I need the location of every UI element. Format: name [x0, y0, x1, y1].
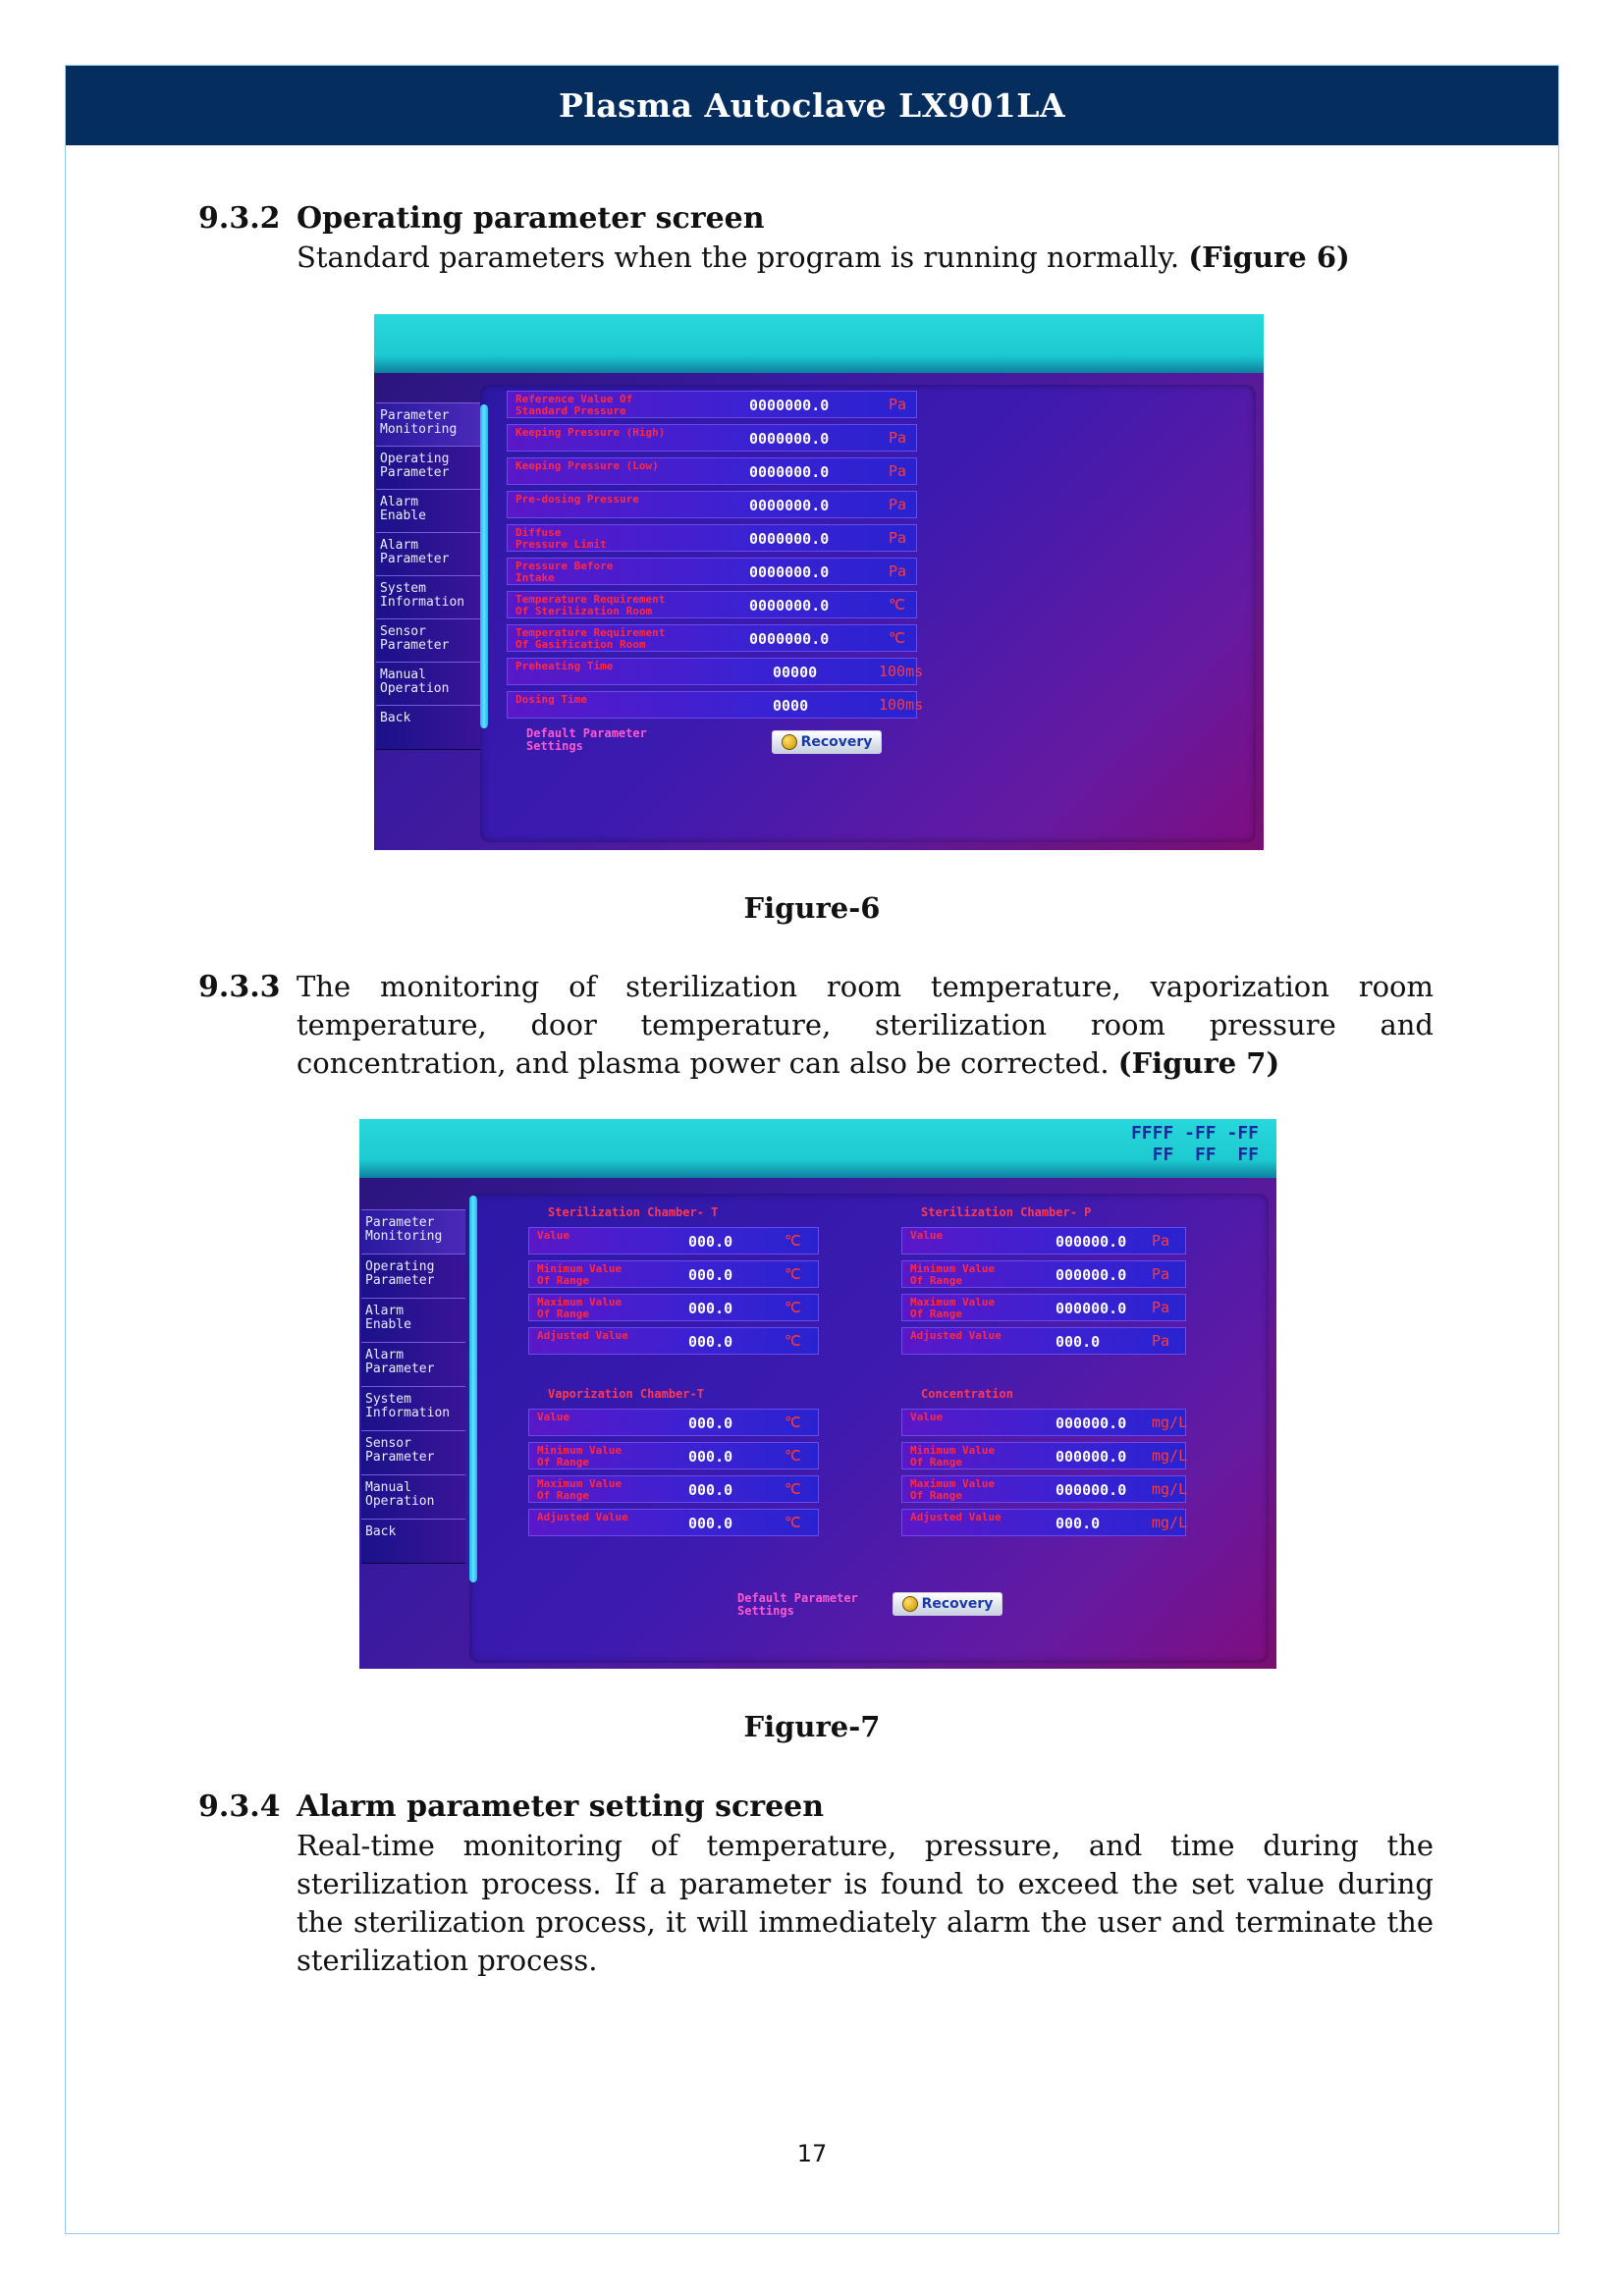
parameter-value[interactable]: 0000000.0	[749, 430, 830, 448]
recovery-icon	[782, 734, 797, 750]
parameter-row	[901, 1294, 1186, 1321]
parameter-value[interactable]: 0000000.0	[749, 530, 830, 548]
parameter-row	[507, 424, 917, 452]
sidebar-item[interactable]: System Information	[376, 575, 480, 620]
hmi-top-bar	[374, 314, 1264, 373]
parameter-unit: ℃	[785, 1414, 801, 1431]
parameter-label: Maximum Value Of Range	[537, 1477, 623, 1502]
recovery-button[interactable]	[893, 1592, 1002, 1616]
group-title: Sterilization Chamber- T	[548, 1205, 719, 1219]
section-number-933: 9.3.3	[198, 970, 281, 1004]
parameter-row	[901, 1409, 1186, 1436]
parameter-value[interactable]: 0000000.0	[749, 630, 830, 648]
recovery-button-label: Recovery	[921, 1596, 994, 1612]
parameter-row	[528, 1327, 819, 1355]
parameter-unit: ℃	[785, 1332, 801, 1350]
parameter-value[interactable]: 000000.0	[1056, 1448, 1127, 1466]
sidebar-item[interactable]: Manual Operation	[376, 662, 480, 707]
parameter-row	[528, 1227, 819, 1255]
parameter-row	[901, 1509, 1186, 1536]
parameter-unit: ℃	[889, 596, 905, 614]
parameter-label: Value	[537, 1411, 570, 1423]
parameter-value[interactable]: 0000000.0	[749, 597, 830, 614]
figure-6-screenshot	[374, 314, 1264, 850]
parameter-value[interactable]: 0000000.0	[749, 397, 830, 414]
parameter-row	[507, 624, 917, 652]
parameter-value[interactable]: 000.0	[688, 1515, 733, 1532]
figure-7-caption: Figure-7	[743, 1710, 881, 1743]
sidebar-item[interactable]: Manual Operation	[361, 1474, 465, 1520]
parameter-value[interactable]: 0000000.0	[749, 497, 830, 514]
parameter-unit: Pa	[1152, 1332, 1170, 1350]
parameter-label: Maximum Value Of Range	[537, 1296, 623, 1320]
parameter-value[interactable]: 000.0	[688, 1415, 733, 1432]
parameter-row	[507, 457, 917, 485]
parameter-unit: mg/L	[1152, 1414, 1188, 1431]
parameter-label: Adjusted Value	[537, 1511, 628, 1523]
parameter-label: Adjusted Value	[910, 1511, 1001, 1523]
parameter-unit: Pa	[1152, 1299, 1170, 1316]
sidebar-item[interactable]: Alarm Parameter	[361, 1342, 465, 1387]
figure-6-caption: Figure-6	[743, 891, 881, 925]
parameter-label: Value	[537, 1229, 570, 1242]
parameter-unit: Pa	[889, 496, 907, 513]
parameter-value[interactable]: 000.0	[688, 1481, 733, 1499]
parameter-unit: mg/L	[1152, 1480, 1188, 1498]
sidebar-item[interactable]: Alarm Enable	[376, 489, 480, 534]
parameter-value[interactable]: 000.0	[688, 1266, 733, 1284]
section-title-934: Alarm parameter setting screen	[297, 1789, 825, 1824]
parameter-row	[507, 491, 917, 518]
parameter-label: Temperature Requirement Of Gasification Room	[515, 626, 666, 651]
parameter-label: Keeping Pressure (Low)	[515, 459, 659, 472]
parameter-label: Minimum Value Of Range	[910, 1262, 996, 1287]
sidebar-item[interactable]: Alarm Parameter	[376, 532, 480, 577]
page-number: 17	[796, 2140, 828, 2167]
section-text-932	[297, 239, 1434, 277]
parameter-unit: 100ms	[879, 696, 924, 714]
section-body-932: Standard parameters when the program is running normally.	[297, 240, 1180, 274]
parameter-value[interactable]: 000.0	[688, 1233, 733, 1251]
parameter-value[interactable]: 000000.0	[1056, 1266, 1127, 1284]
parameter-row	[901, 1227, 1186, 1255]
parameter-value[interactable]: 0000000.0	[749, 463, 830, 481]
parameter-unit: Pa	[1152, 1265, 1170, 1283]
parameter-value[interactable]: 000.0	[688, 1333, 733, 1351]
parameter-label: Adjusted Value	[910, 1329, 1001, 1342]
parameter-row	[528, 1442, 819, 1469]
parameter-label: Value	[910, 1229, 944, 1242]
parameter-unit: Pa	[889, 396, 907, 413]
figure-ref-7: (Figure 7)	[1117, 1046, 1280, 1080]
sidebar-item[interactable]: System Information	[361, 1386, 465, 1431]
section-text-934: Real-time monitoring of temperature, pressure, and time during the sterilization process. If a parameter is found to exceed the set value during the sterilization process, it will immediately alarm the user and terminate the sterilization process.	[297, 1829, 1434, 1977]
default-parameter-label: Default Parameter Settings	[526, 726, 647, 753]
default-parameter-label: Default Parameter Settings	[737, 1591, 858, 1618]
sidebar-scroll-rail	[480, 404, 488, 728]
sidebar-item[interactable]: Alarm Enable	[361, 1298, 465, 1343]
parameter-unit: ℃	[785, 1299, 801, 1316]
sidebar-item[interactable]: Back	[361, 1519, 465, 1564]
parameter-label: Preheating Time	[515, 660, 614, 672]
parameter-label: Pressure Before Intake	[515, 560, 614, 584]
parameter-label: Keeping Pressure (High)	[515, 426, 666, 439]
sidebar-item[interactable]: Sensor Parameter	[376, 618, 480, 664]
section-number-932: 9.3.2	[198, 201, 281, 236]
parameter-row	[507, 524, 917, 552]
parameter-label: Maximum Value Of Range	[910, 1296, 996, 1320]
parameter-row	[507, 558, 917, 585]
sidebar-item[interactable]: Parameter Monitoring	[361, 1209, 465, 1255]
parameter-row	[528, 1260, 819, 1288]
parameter-unit: ℃	[785, 1265, 801, 1283]
parameter-value[interactable]: 000.0	[688, 1448, 733, 1466]
parameter-value[interactable]: 0000	[773, 697, 809, 715]
figure-7-screenshot	[359, 1119, 1276, 1669]
parameter-row	[507, 691, 924, 719]
parameter-row	[528, 1475, 819, 1503]
parameter-label: Reference Value Of Standard Pressure	[515, 393, 633, 417]
parameter-unit: Pa	[1152, 1232, 1170, 1250]
sidebar-item[interactable]: Operating Parameter	[361, 1254, 465, 1299]
parameter-value[interactable]: 0000000.0	[749, 563, 830, 581]
parameter-value[interactable]: 000.0	[688, 1300, 733, 1317]
parameter-row	[901, 1327, 1186, 1355]
section-body-933: The monitoring of sterilization room temperature, vaporization room temperature, door temperature, sterilization room pressure and concentration, and plasma power can also be corrected.	[297, 970, 1434, 1080]
sidebar-item[interactable]: Parameter Monitoring	[376, 402, 480, 448]
document-header	[66, 66, 1558, 145]
recovery-icon	[902, 1596, 918, 1612]
status-readout	[1131, 1123, 1259, 1166]
parameter-unit: ℃	[785, 1447, 801, 1465]
parameter-unit: Pa	[889, 462, 907, 480]
parameter-row	[528, 1294, 819, 1321]
parameter-unit: Pa	[889, 529, 907, 547]
recovery-button[interactable]	[772, 730, 882, 754]
group-title: Sterilization Chamber- P	[921, 1205, 1092, 1219]
parameter-row	[901, 1475, 1186, 1503]
parameter-row	[507, 391, 917, 418]
parameter-label: Temperature Requirement Of Sterilization Room	[515, 593, 666, 617]
parameter-label: Maximum Value Of Range	[910, 1477, 996, 1502]
parameter-unit: ℃	[785, 1232, 801, 1250]
parameter-unit: ℃	[785, 1514, 801, 1531]
sidebar-item[interactable]: Back	[376, 705, 480, 750]
section-number-934: 9.3.4	[198, 1789, 281, 1824]
parameter-label: Minimum Value Of Range	[910, 1444, 996, 1468]
parameter-label: Value	[910, 1411, 944, 1423]
parameter-row	[507, 658, 924, 685]
parameter-label: Adjusted Value	[537, 1329, 628, 1342]
parameter-unit: Pa	[889, 429, 907, 447]
parameter-value[interactable]: 000000.0	[1056, 1233, 1127, 1251]
parameter-value[interactable]: 000.0	[1056, 1515, 1101, 1532]
parameter-unit: 100ms	[879, 663, 924, 680]
section-text-933	[297, 968, 1434, 1083]
parameter-row	[901, 1442, 1186, 1469]
parameter-label: Minimum Value Of Range	[537, 1444, 623, 1468]
parameter-row	[528, 1409, 819, 1436]
parameter-unit: mg/L	[1152, 1514, 1188, 1531]
parameter-value[interactable]: 000.0	[1056, 1333, 1101, 1351]
parameter-unit: ℃	[785, 1480, 801, 1498]
parameter-unit: ℃	[889, 629, 905, 647]
figure-ref-6: (Figure 6)	[1188, 240, 1350, 274]
group-title: Concentration	[921, 1387, 1013, 1401]
parameter-label: Minimum Value Of Range	[537, 1262, 623, 1287]
parameter-row	[901, 1260, 1186, 1288]
parameter-label: Dosing Time	[515, 693, 587, 706]
document-title: Plasma Autoclave LX901LA	[558, 86, 1066, 125]
sidebar-item[interactable]: Operating Parameter	[376, 446, 480, 491]
section-title-932: Operating parameter screen	[297, 201, 765, 236]
parameter-row	[507, 591, 917, 618]
parameter-value[interactable]: 00000	[773, 664, 818, 681]
group-title: Vaporization Chamber-T	[548, 1387, 704, 1401]
status-line-2: FF FF FF	[1152, 1145, 1259, 1165]
parameter-unit: mg/L	[1152, 1447, 1188, 1465]
sidebar-scroll-rail	[469, 1196, 477, 1582]
parameter-value[interactable]: 000000.0	[1056, 1300, 1127, 1317]
recovery-button-label: Recovery	[800, 734, 873, 750]
sidebar-item[interactable]: Sensor Parameter	[361, 1430, 465, 1475]
parameter-unit: Pa	[889, 562, 907, 580]
parameter-label: Pre-dosing Pressure	[515, 493, 639, 506]
parameter-label: Diffuse Pressure Limit	[515, 526, 607, 551]
parameter-value[interactable]: 000000.0	[1056, 1415, 1127, 1432]
parameter-row	[528, 1509, 819, 1536]
status-line-1: FFFF -FF -FF	[1130, 1123, 1259, 1144]
parameter-value[interactable]: 000000.0	[1056, 1481, 1127, 1499]
